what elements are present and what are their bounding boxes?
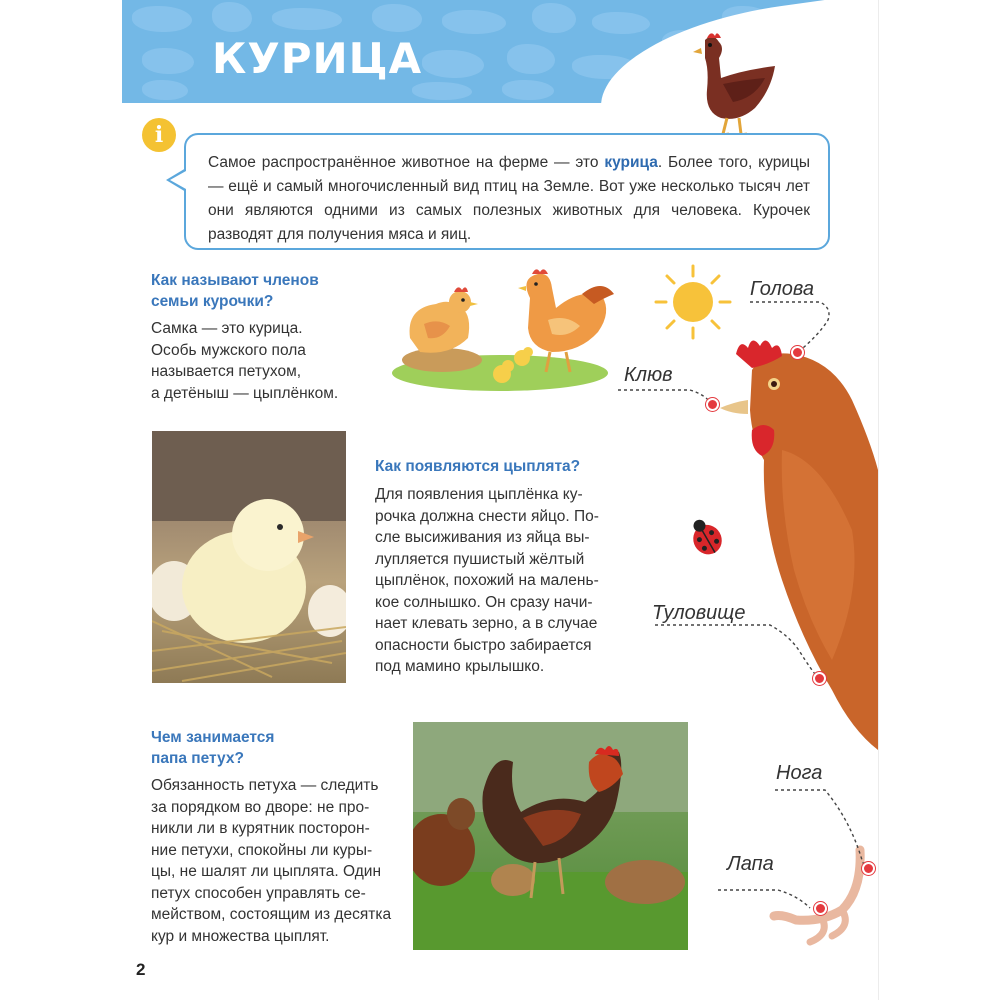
family-answer-line2: Особь мужского пола	[151, 341, 306, 359]
intro-text-part2: . Более того, курицы — ещё и самый многочисленный вид птиц на Земле. Вот уже несколько тысяч лет они являются одними из самых полезных животных для человека. Курочек разводят для получения мяса и яиц.	[208, 154, 810, 243]
family-answer-line1: Самка — это курица.	[151, 320, 303, 337]
rooster-line: петух способен управлять се-	[151, 884, 366, 902]
chicks-text	[375, 484, 612, 678]
cartoon-chicken-family	[390, 268, 620, 398]
rooster-line: кур и множества цыплят.	[151, 927, 330, 945]
bubble-tail-inner	[170, 171, 186, 189]
rooster-line: Обязанность петуха — следить	[151, 777, 379, 794]
rooster-question-line1: Чем занимается	[151, 729, 275, 746]
label-head: Голова	[750, 278, 814, 300]
chicks-line: цыплёнок, похожий на малень-	[375, 572, 599, 589]
rooster-line: мейством, состоящим из десятка	[151, 906, 392, 923]
marker-body	[813, 672, 826, 685]
label-leg: Нога	[776, 762, 823, 784]
intro-text-part1: Самое распространённое животное на ферме — это	[208, 154, 605, 171]
family-question-line1: Как называют членов	[151, 272, 319, 289]
rooster-line: цы, не шалят ли цыплята. Один	[151, 863, 382, 880]
family-answer	[151, 318, 381, 404]
chicks-line: Для появления цыплёнка ку-	[375, 486, 583, 503]
family-question	[151, 270, 319, 312]
rooster-line: за порядком во дворе: не про-	[151, 798, 370, 816]
marker-beak	[706, 398, 719, 411]
rooster-line: ние петухи, спокойны ли куры-	[151, 841, 373, 859]
label-foot: Лапа	[727, 853, 774, 875]
chicks-line: кое солнышко. Он сразу начи-	[375, 593, 593, 611]
label-body: Туловище	[652, 602, 746, 624]
family-question-line2: семьи курочки?	[151, 293, 274, 310]
header-hen-illustration	[683, 30, 783, 142]
chicks-question: Как появляются цыплята?	[375, 458, 581, 475]
page-edge	[878, 0, 1000, 1000]
intro-bubble	[184, 133, 830, 250]
chicks-line: нает клевать зерно, а в случае	[375, 615, 598, 632]
marker-leg	[862, 862, 875, 875]
family-answer-line3: называется петухом,	[151, 363, 302, 380]
chicks-line: под мамино крылышко.	[375, 658, 545, 675]
page-number: 2	[136, 960, 146, 979]
chick-photo	[152, 431, 346, 683]
rooster-line: никли ли в курятник посторон-	[151, 820, 370, 837]
info-icon: i	[142, 118, 176, 152]
chicks-line: опасности быстро забирается	[375, 636, 592, 654]
chicks-line: лупляется пушистый жёлтый	[375, 550, 585, 568]
chicks-line: рочка должна снести яйцо. По-	[375, 507, 599, 525]
label-beak: Клюв	[624, 364, 673, 386]
marker-head	[791, 346, 804, 359]
family-answer-line4: а детёныш — цыплёнком.	[151, 384, 339, 402]
marker-foot	[814, 902, 827, 915]
chicks-line: сле высиживания из яйца вы-	[375, 529, 590, 546]
rooster-question	[151, 727, 274, 769]
page-title: КУРИЦА	[212, 34, 423, 83]
rooster-text	[151, 775, 393, 947]
rooster-question-line2: папа петух?	[151, 750, 244, 767]
intro-highlight: курица	[604, 154, 658, 171]
